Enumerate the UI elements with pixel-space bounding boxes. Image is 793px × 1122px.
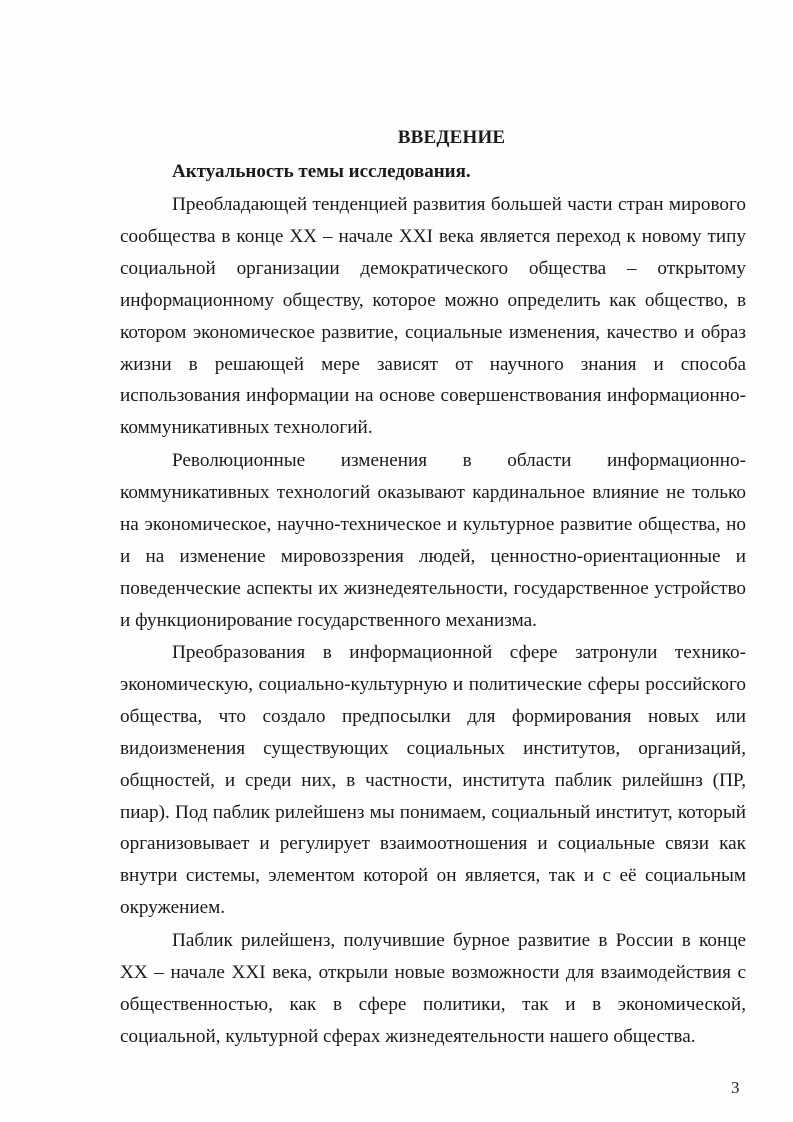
page-number: 3 (731, 1078, 740, 1097)
paragraph: Преобладающей тенденцией развития большей части стран мирового сообщества в конце XX – начале XXI века является переход к новому типу социальной организации демократического общества – открытому информационному обществу, которое можно определить как общество, в котором экономическое развитие, социальные изменения, качество и образ жизни в решающей мере зависят от научного знания и способа использования информации на основе совершенствования информационно-коммуникативных технологий. (120, 194, 746, 439)
paragraph: Паблик рилейшенз, получившие бурное развитие в России в конце XX – начале XXI века, открыли новые возможности для взаимодействия с общественностью, как в сфере политики, так и в экономической, социальной, культурной сферах жизнедеятельности нашего общества. (120, 930, 746, 1047)
paragraph: Преобразования в информационной сфере затронули технико-экономическую, социально-культурную и политические сферы российского общества, что создало предпосылки для формирования новых или видоизменения существующих социальных институтов, организаций, общностей, и среди них, в частности, института паблик рилейшнз (ПР, пиар). Под паблик рилейшенз мы понимаем, социальный институт, который организовывает и регулирует взаимоотношения и социальные связи как внутри системы, элементом которой он является, так и с её социальным окружением. (120, 642, 746, 919)
section-subheading: Актуальность темы исследования. (172, 161, 471, 182)
page-title: ВВЕДЕНИЕ (397, 127, 506, 148)
paragraph: Революционные изменения в области информационно-коммуникативных технологий оказывают кардинальное влияние не только на экономическое, научно-техническое и культурное развитие общества, но и на изменение мировоззрения людей, ценностно-ориентационные и поведенческие аспекты их жизнедеятельности, государственное устройство и функционирование государственного механизма. (120, 450, 746, 631)
